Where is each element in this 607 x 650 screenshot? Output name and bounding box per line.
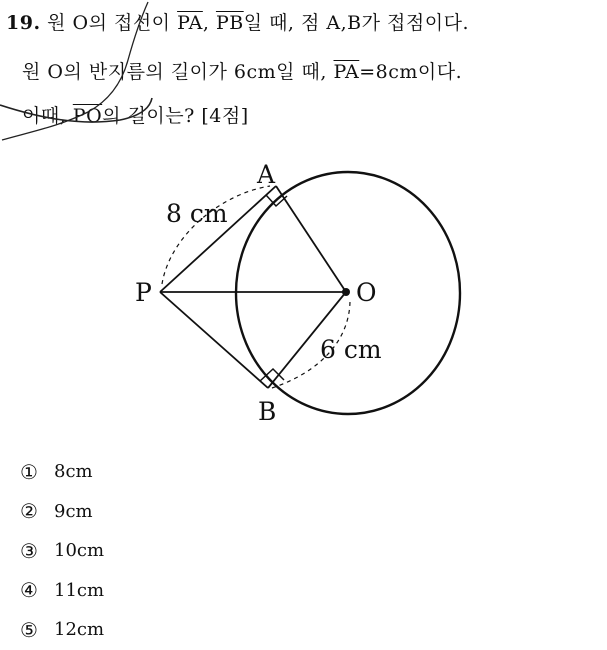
choice-text: 10cm [54,540,105,562]
question-number: 19. [6,12,41,34]
segment-pa-2: $\overline{PA}$ [333,61,360,83]
choice-number: ④ [20,578,38,603]
label-a: A [257,160,276,189]
tangent-pb [160,292,268,388]
question-text-1a: 원 O의 접선이 [47,12,178,34]
choice-3[interactable] [20,531,104,571]
choice-number: ③ [20,538,38,563]
choice-number: ① [20,459,38,484]
question-text-3a: 이때, [22,105,73,127]
question-text-3b: 의 길이는? [4점] [102,105,249,127]
choice-1[interactable] [20,452,104,492]
question-text-2b: =8cm이다. [359,61,463,83]
choice-text: 9cm [54,500,93,522]
choice-4[interactable] [20,571,104,611]
label-ob-length: 6 cm [320,335,382,364]
center-point-o [342,288,350,296]
radius-oa [276,186,346,292]
choice-text: 12cm [54,619,105,641]
segment-po: $\overline{PO}$ [72,105,103,127]
choice-2[interactable] [20,492,104,532]
label-o: O [356,278,377,307]
question-text-2a: 원 O의 반지름의 길이가 6cm일 때, [22,61,334,83]
pen-scribble [0,98,152,122]
choice-text: 8cm [54,461,93,483]
label-pa-length: 8 cm [166,199,228,228]
choice-5[interactable] [20,610,104,650]
question-text-1b: 일 때, 점 A,B가 접점이다. [243,12,469,34]
label-p: P [135,278,152,307]
choice-number: ② [20,499,38,524]
comma: , [202,12,216,34]
segment-pb: $\overline{PB}$ [215,12,244,34]
label-b: B [258,397,277,426]
choice-text: 11cm [54,579,105,601]
segment-pa: $\overline{PA}$ [177,12,203,34]
choice-number: ⑤ [20,617,38,642]
answer-choices [20,452,104,650]
